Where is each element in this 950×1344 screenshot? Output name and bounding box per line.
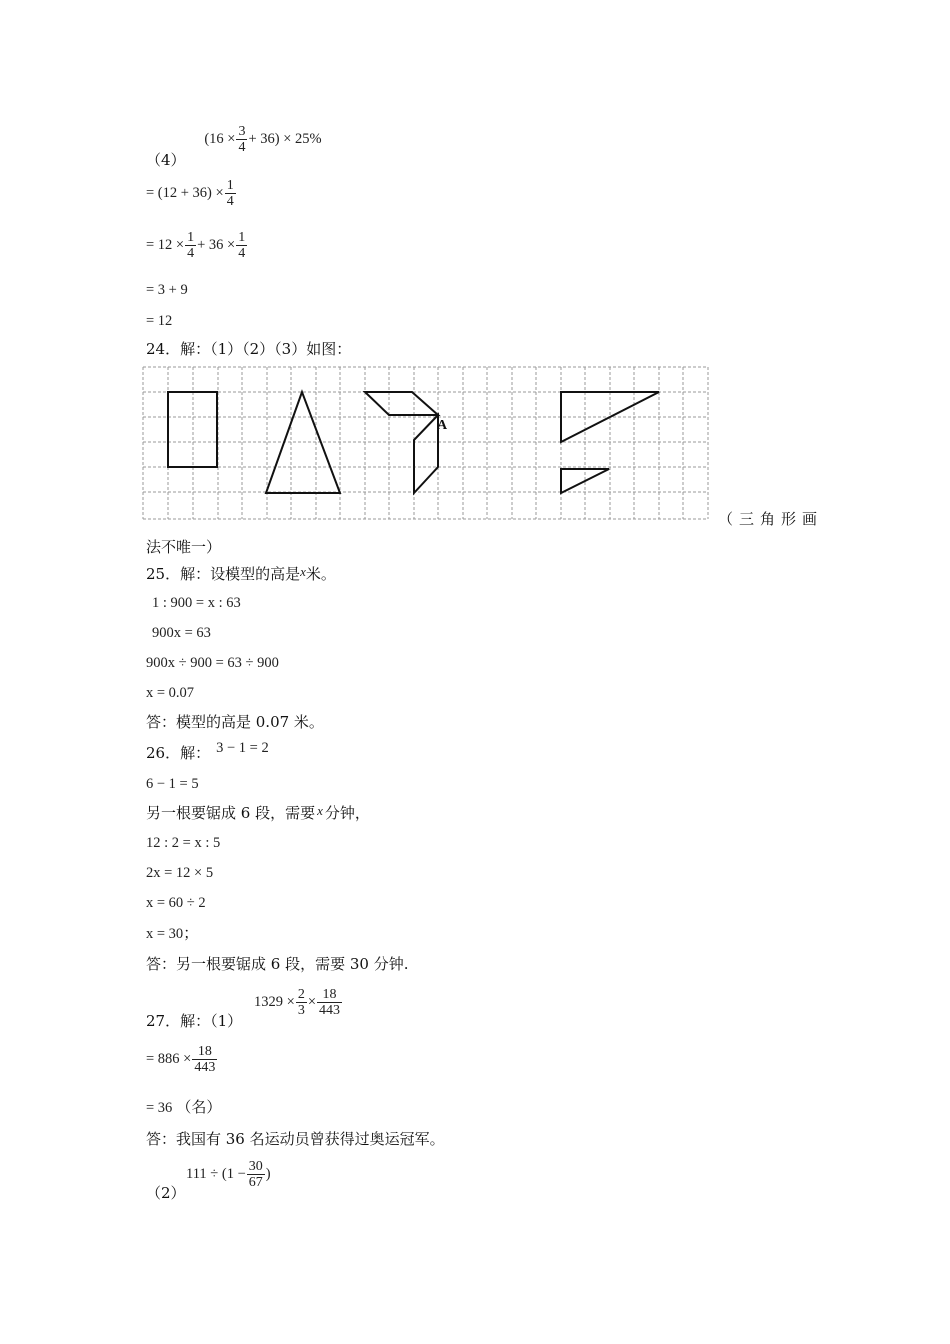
p4-step-2-part-a: = 12 × — [146, 236, 185, 253]
grid-lines — [143, 367, 708, 519]
q27-expression — [254, 987, 343, 1018]
q26-eq-1: 6 − 1 = 5 — [146, 776, 199, 792]
q26-eq-5-tail: ； — [183, 924, 199, 942]
p4-step-2-fraction-1-num: 1 — [187, 230, 195, 245]
p4-step-1-fraction-num: 1 — [226, 178, 234, 193]
q26-heading — [146, 740, 269, 763]
q26-text — [146, 804, 370, 823]
q25-eq-2: 900x = 63 — [152, 625, 211, 641]
q27-part-2-fraction-den: 67 — [248, 1175, 263, 1190]
q27-step-1-fraction — [192, 1044, 217, 1075]
q25-intro-text-a: 25．解：设模型的高是 — [146, 565, 301, 583]
q27-expr-fraction-1-den: 3 — [297, 1003, 305, 1018]
q27-part-2-fraction — [247, 1159, 265, 1190]
q26-eq-3: 2x = 12 × 5 — [146, 865, 214, 881]
q27-step-1-part-a: = 886 × — [146, 1050, 192, 1067]
q27-expr-part-a: 1329 × — [254, 993, 295, 1010]
q24-note-part-b: 法不唯一） — [146, 538, 222, 556]
p4-step-2-fraction-1 — [185, 230, 196, 261]
q27-expr-fraction-2-num: 18 — [317, 987, 342, 1003]
p4-step-3: = 3 + 9 — [146, 282, 188, 298]
q26-eq-0: 3 − 1 = 2 — [216, 740, 269, 756]
q25-answer: 答：模型的高是 0.07 米。 — [146, 713, 324, 731]
q27-expr-fraction-2-den: 443 — [319, 1003, 340, 1018]
point-a-label: A — [437, 418, 448, 433]
q27-heading: 27．解：（1） — [146, 1012, 243, 1030]
q25-eq-4: x = 0.07 — [146, 685, 195, 701]
q24-heading: 24．解：（1）（2）（3）如图： — [146, 340, 352, 358]
q25-intro-text-b: 米。 — [305, 565, 336, 583]
p4-step-2-fraction-2-den: 4 — [238, 246, 246, 261]
p4-expr-fraction-1-num: 3 — [238, 124, 246, 139]
q26-text-a: 另一根要锯成 6 段，需要 — [146, 804, 316, 822]
q25-variable: x — [300, 564, 306, 579]
q27-part-2-fraction-num: 30 — [248, 1159, 263, 1174]
q24-note-part-a: （三角形画 — [718, 510, 824, 528]
q27-part-2-label: （2） — [146, 1184, 186, 1202]
p4-label: （4） — [146, 150, 186, 169]
q25-intro — [146, 565, 336, 584]
q25-eq-3: 900x ÷ 900 = 63 ÷ 900 — [146, 655, 279, 671]
p4-step-2-fraction-2 — [236, 230, 247, 261]
q26-label: 26．解： — [146, 744, 211, 762]
q27-expr-fraction-1-num: 2 — [297, 987, 305, 1002]
q27-step-2: = 36 — [146, 1100, 173, 1116]
q27-part-2-part-a: 111 ÷ (1 − — [186, 1165, 246, 1182]
q27-step-1-fraction-den: 443 — [194, 1060, 216, 1075]
q27-part-2-part-b: ) — [265, 1165, 271, 1182]
q27-step-2-unit: （名） — [176, 1098, 222, 1116]
q26-eq-5-row — [146, 924, 198, 943]
p4-expression-row — [146, 124, 322, 169]
p4-step-2 — [146, 230, 248, 261]
q27-step-2-row — [146, 1098, 221, 1117]
q24-grid-figure — [142, 366, 712, 522]
p4-step-2-fraction-2-num: 1 — [238, 230, 246, 245]
p4-expr-part-a: (16 × — [204, 130, 236, 147]
q27-expr-fraction-2 — [317, 987, 342, 1018]
q27-expr-fraction-1 — [296, 987, 307, 1018]
p4-expr-fraction-1-den: 4 — [238, 140, 246, 155]
q27-answer: 答：我国有 36 名运动员曾获得过奥运冠军。 — [146, 1130, 445, 1148]
q26-answer: 答：另一根要锯成 6 段，需要 30 分钟. — [146, 955, 409, 973]
q27-part-2-expression — [186, 1159, 271, 1190]
q27-step-1 — [146, 1044, 218, 1075]
rotated-shape-bottom — [414, 415, 438, 493]
rotated-shape-top — [365, 392, 438, 415]
q27-step-1-fraction-num: 18 — [192, 1044, 217, 1060]
p4-step-1 — [146, 178, 237, 209]
p4-step-1-fraction — [225, 178, 236, 209]
p4-step-1-part-a: = (12 + 36) × — [146, 184, 224, 201]
q26-text-b: 分钟， — [324, 804, 370, 822]
p4-step-1-fraction-den: 4 — [226, 194, 234, 209]
p4-step-2-part-b: + 36 × — [197, 236, 236, 253]
p4-step-4: = 12 — [146, 313, 173, 329]
p4-step-2-fraction-1-den: 4 — [187, 246, 195, 261]
q26-eq-4: x = 60 ÷ 2 — [146, 895, 206, 911]
p4-expr-part-b: + 36) × 25% — [248, 130, 322, 147]
q25-eq-1: 1 : 900 = x : 63 — [152, 595, 241, 611]
q26-variable: x — [317, 803, 323, 818]
q26-eq-5: x = 30 — [146, 926, 184, 942]
p4-expression — [204, 124, 322, 155]
p4-expr-fraction-1 — [236, 124, 247, 155]
q27-expr-part-b: × — [307, 993, 316, 1010]
q26-eq-2: 12 : 2 = x : 5 — [146, 835, 221, 851]
